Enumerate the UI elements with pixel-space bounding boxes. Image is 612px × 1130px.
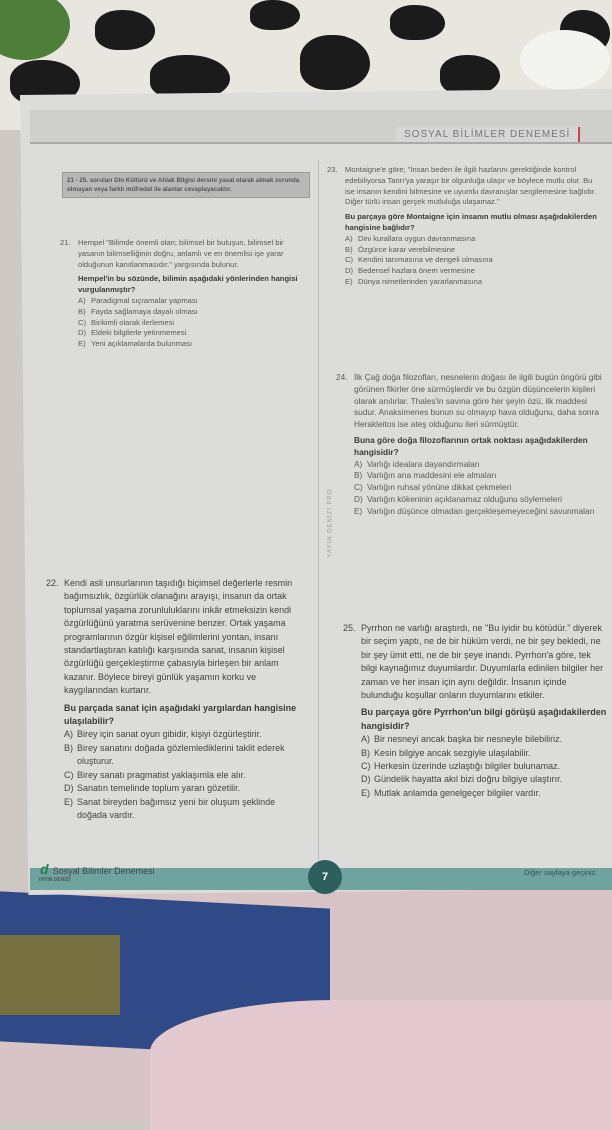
side-brand-text: YAYIN DENİZİ PRO — [327, 488, 334, 558]
option-text: Bir nesneyi ancak başka bir nesneyle bilebiliriz. — [374, 734, 563, 745]
option-b[interactable] — [361, 747, 607, 760]
option-c[interactable] — [345, 255, 600, 266]
option-letter: C) — [64, 769, 74, 780]
option-text: Varlığın kökeninin açıklanamaz olduğunu söylemeleri — [367, 493, 562, 504]
option-b[interactable] — [354, 470, 604, 482]
option-letter: D) — [64, 783, 74, 794]
option-text: Birey sanatı pragmatist yaklaşımla ele alır. — [77, 769, 246, 780]
option-letter: E) — [361, 787, 370, 798]
option-letter: E) — [345, 276, 353, 286]
option-a[interactable] — [354, 459, 604, 471]
column-divider — [318, 160, 319, 860]
option-letter: E) — [354, 505, 363, 516]
option-d[interactable] — [354, 494, 604, 506]
question-stem: Bu parçaya göre Montaigne için insanın mutlu olması aşağıdakilerden hangisine bağlıdır? — [345, 212, 597, 232]
option-text: Bedensel hazlara önem vermesine — [358, 266, 475, 276]
option-e[interactable] — [345, 277, 600, 288]
option-letter: C) — [78, 317, 87, 327]
question-text: İlk Çağ doğa filozofları, nesnelerin doğası ile ilgili bugün öngörü gibi görünen fikirler öne sürmüşlerdir ve bu özgün düşüncelerin kişileri olarak anılırlar. Thales'in savına göre her şeyin özü, ilk maddesi sudur. Anaksimenes bunun su olmayıp hava olduğunu, daha sonra Herakleitos ise ateş olduğunu ileri sürmüştür. — [354, 372, 602, 430]
option-text: Gündelik hayatta akıl bizi doğru bilgiye ulaştırır. — [374, 774, 563, 785]
option-letter: B) — [361, 747, 370, 758]
question-number: 25. — [343, 623, 356, 633]
option-letter: E) — [78, 339, 86, 349]
option-b[interactable] — [78, 307, 304, 318]
publisher-name: YAYIN DENİZİ — [38, 877, 71, 883]
question-23 — [327, 165, 600, 288]
instruction-note: 21 - 25. soruları Din Kültürü ve Ahlak Bilgisi dersini yasal olarak almak zorunda olmayan veya farklı müfredat ile alanlar cevaplayacaktır. — [62, 172, 310, 198]
option-letter: A) — [361, 734, 370, 745]
option-letter: A) — [78, 295, 86, 305]
question-number: 23. — [327, 165, 338, 174]
option-text: Sanatın temelinde toplum yararı gözetilir. — [77, 783, 241, 794]
option-letter: E) — [64, 796, 73, 807]
option-text: Eldeki bilgilerle yetinmemesi — [91, 328, 187, 338]
option-e[interactable] — [64, 796, 309, 823]
option-d[interactable] — [361, 773, 607, 786]
option-text: Sanat bireyden bağımsız yeni bir oluşum şeklinde doğada vardır. — [77, 796, 276, 820]
option-c[interactable] — [361, 760, 607, 773]
option-a[interactable] — [78, 296, 304, 307]
option-text: Varlığın ruhsal yönüne dikkat çekmeleri — [367, 482, 512, 493]
option-d[interactable] — [64, 782, 309, 795]
question-text: Hempel "Bilimde önemli olan; bilimsel bir buluşun, bilimsel bir yasanın bilimselliğinin doğru, anlamlı ve en önemlisi işe yarar olduğunun kanıtlanmasıdır." yargısında bulunur. — [78, 238, 284, 269]
option-e[interactable] — [354, 506, 604, 518]
question-number: 21. — [60, 238, 71, 247]
option-a[interactable] — [361, 733, 607, 746]
next-page-note: Diğer sayfaya geçiniz. — [524, 868, 598, 877]
option-letter: A) — [345, 233, 353, 243]
option-c[interactable] — [64, 769, 309, 782]
option-text: Kesin bilgiye ancak sezgiyle ulaşılabilir. — [374, 747, 531, 758]
question-25 — [343, 622, 607, 800]
option-text: Varlığın düşünce olmadan gerçekleşemeyeceğini savunmaları — [367, 505, 595, 516]
option-text: Dünya nimetlerinden yararlanmasına — [358, 276, 483, 286]
option-text: Birey sanatını doğada gözlemlediklerini taklit ederek oluşturur. — [77, 742, 285, 767]
background-pink-blanket — [150, 1000, 612, 1130]
option-letter: C) — [345, 255, 354, 265]
option-letter: D) — [354, 493, 363, 504]
option-d[interactable] — [78, 328, 304, 339]
option-c[interactable] — [354, 482, 604, 494]
question-22 — [46, 577, 309, 822]
question-text: Pyrrhon ne varlığı araştırdı, ne "Bu iyidir bu kötüdür." diyerek bir seçim yaptı, ne de bir hüküm verdi, ne bir şey bekledi, ne bir şey ümit etti, ne de bir şeye inandı. Pyrrhon'a göre, tek bilgi kaynağımız duyumlardır. Duyumlarla edinilen bilgiler her zaman ve her insan için aynı değildir. İnsanın içinde bulunduğu koşullar onların duyumlarını etkiler. — [361, 623, 604, 701]
option-text: Varlığın ana maddesini ele almaları — [367, 470, 497, 481]
option-text: Mutlak anlamda genelgeçer bilgiler vardır. — [374, 787, 541, 798]
page-number: 7 — [308, 860, 342, 894]
question-21 — [60, 238, 304, 350]
option-d[interactable] — [345, 266, 600, 277]
option-text: Birikimli olarak ilerlemesi — [91, 317, 175, 327]
option-letter: D) — [361, 774, 371, 785]
question-number: 24. — [336, 372, 348, 382]
question-stem: Hempel'in bu sözünde, bilimin aşağıdaki yönlerinden hangisi vurgulanmıştır? — [78, 274, 298, 295]
option-text: Yeni açıklamalarda bulunması — [91, 339, 193, 349]
question-text: Kendi asli unsurlarının taşıdığı biçimsel değerlerle resmin bağımsızlık, özgürlük olanağını arayışı, insanın da ortak toplumsal yaşama zorunluluklarını inkâr etmeksizin kendi özgürlüğünü yaratma serüvenine benzer. Ortak yaşama programlarının özgür kişisel eğilimlerini yontan, insanı standartlaştıran katılığı karşısında sanat, insanın kişisel özgürlüğü gerçekleştirme çabasıyla birleşen bir anlam kazanır. Böylece bireyi günlük yaşamın korku ve kaygılarından kurtarır. — [64, 578, 293, 696]
page-title: SOSYAL BİLİMLER DENEMESİ — [396, 127, 580, 142]
option-a[interactable] — [345, 234, 600, 245]
publisher-logo: d — [40, 861, 49, 877]
footer-title-group — [40, 861, 155, 877]
question-text: Montaigne'e göre; "İnsan beden ile ilgili hazlarını gerektiğinde kontrol edebiliyorsa Tanrı'ya yaraşır bir olgunluğa ulaşır ve böylece mutlu olur. Bu ise insanın kendini bilmesine ve uyumlu davranışlar sergilemesine bağlıdır. Diğer türlü insan gerçek mutluluğa ulaşamaz." — [345, 165, 597, 207]
option-text: Dini kurallara uygun davranmasına — [358, 233, 476, 243]
option-b[interactable] — [64, 742, 309, 769]
question-stem: Bu parçada sanat için aşağıdaki yargılardan hangisine ulaşılabilir? — [64, 702, 297, 727]
option-text: Varlığı idealara dayandırmaları — [367, 458, 480, 469]
footer-title: Sosyal Bilimler Denemesi — [52, 866, 155, 876]
option-text: Özgürce karar verebilmesine — [358, 244, 456, 254]
option-letter: B) — [78, 306, 86, 316]
option-text: Fayda sağlamaya dayalı olması — [91, 306, 198, 316]
option-a[interactable] — [64, 728, 309, 741]
option-letter: D) — [78, 328, 87, 338]
option-text: Kendini tanımasına ve dengeli olmasına — [358, 255, 493, 265]
question-number: 22. — [46, 578, 59, 588]
option-letter: C) — [361, 761, 371, 772]
option-letter: A) — [64, 729, 73, 740]
option-letter: B) — [64, 742, 73, 753]
question-stem: Buna göre doğa filozoflarının ortak noktası aşağıdakilerden hangisidir? — [354, 434, 588, 457]
option-text: Herkesin üzerinde uzlaştığı bilgiler bulunamaz. — [374, 761, 561, 772]
option-letter: B) — [354, 470, 363, 481]
option-c[interactable] — [78, 318, 304, 329]
option-letter: B) — [345, 244, 353, 254]
question-stem: Bu parçaya göre Pyrrhon'un bilgi görüşü aşağıdakilerden hangisidir? — [361, 707, 607, 731]
question-24 — [336, 372, 604, 518]
option-letter: A) — [354, 458, 363, 469]
option-e[interactable] — [361, 787, 607, 800]
option-letter: C) — [354, 482, 363, 493]
option-b[interactable] — [345, 245, 600, 256]
option-letter: D) — [345, 266, 354, 276]
option-e[interactable] — [78, 339, 304, 350]
option-text: Birey için sanat oyun gibidir, kişiyi özgürleştirir. — [77, 729, 262, 740]
option-text: Paradigmal sıçramalar yapması — [91, 295, 198, 305]
background-yellow-cloth — [0, 935, 120, 1015]
